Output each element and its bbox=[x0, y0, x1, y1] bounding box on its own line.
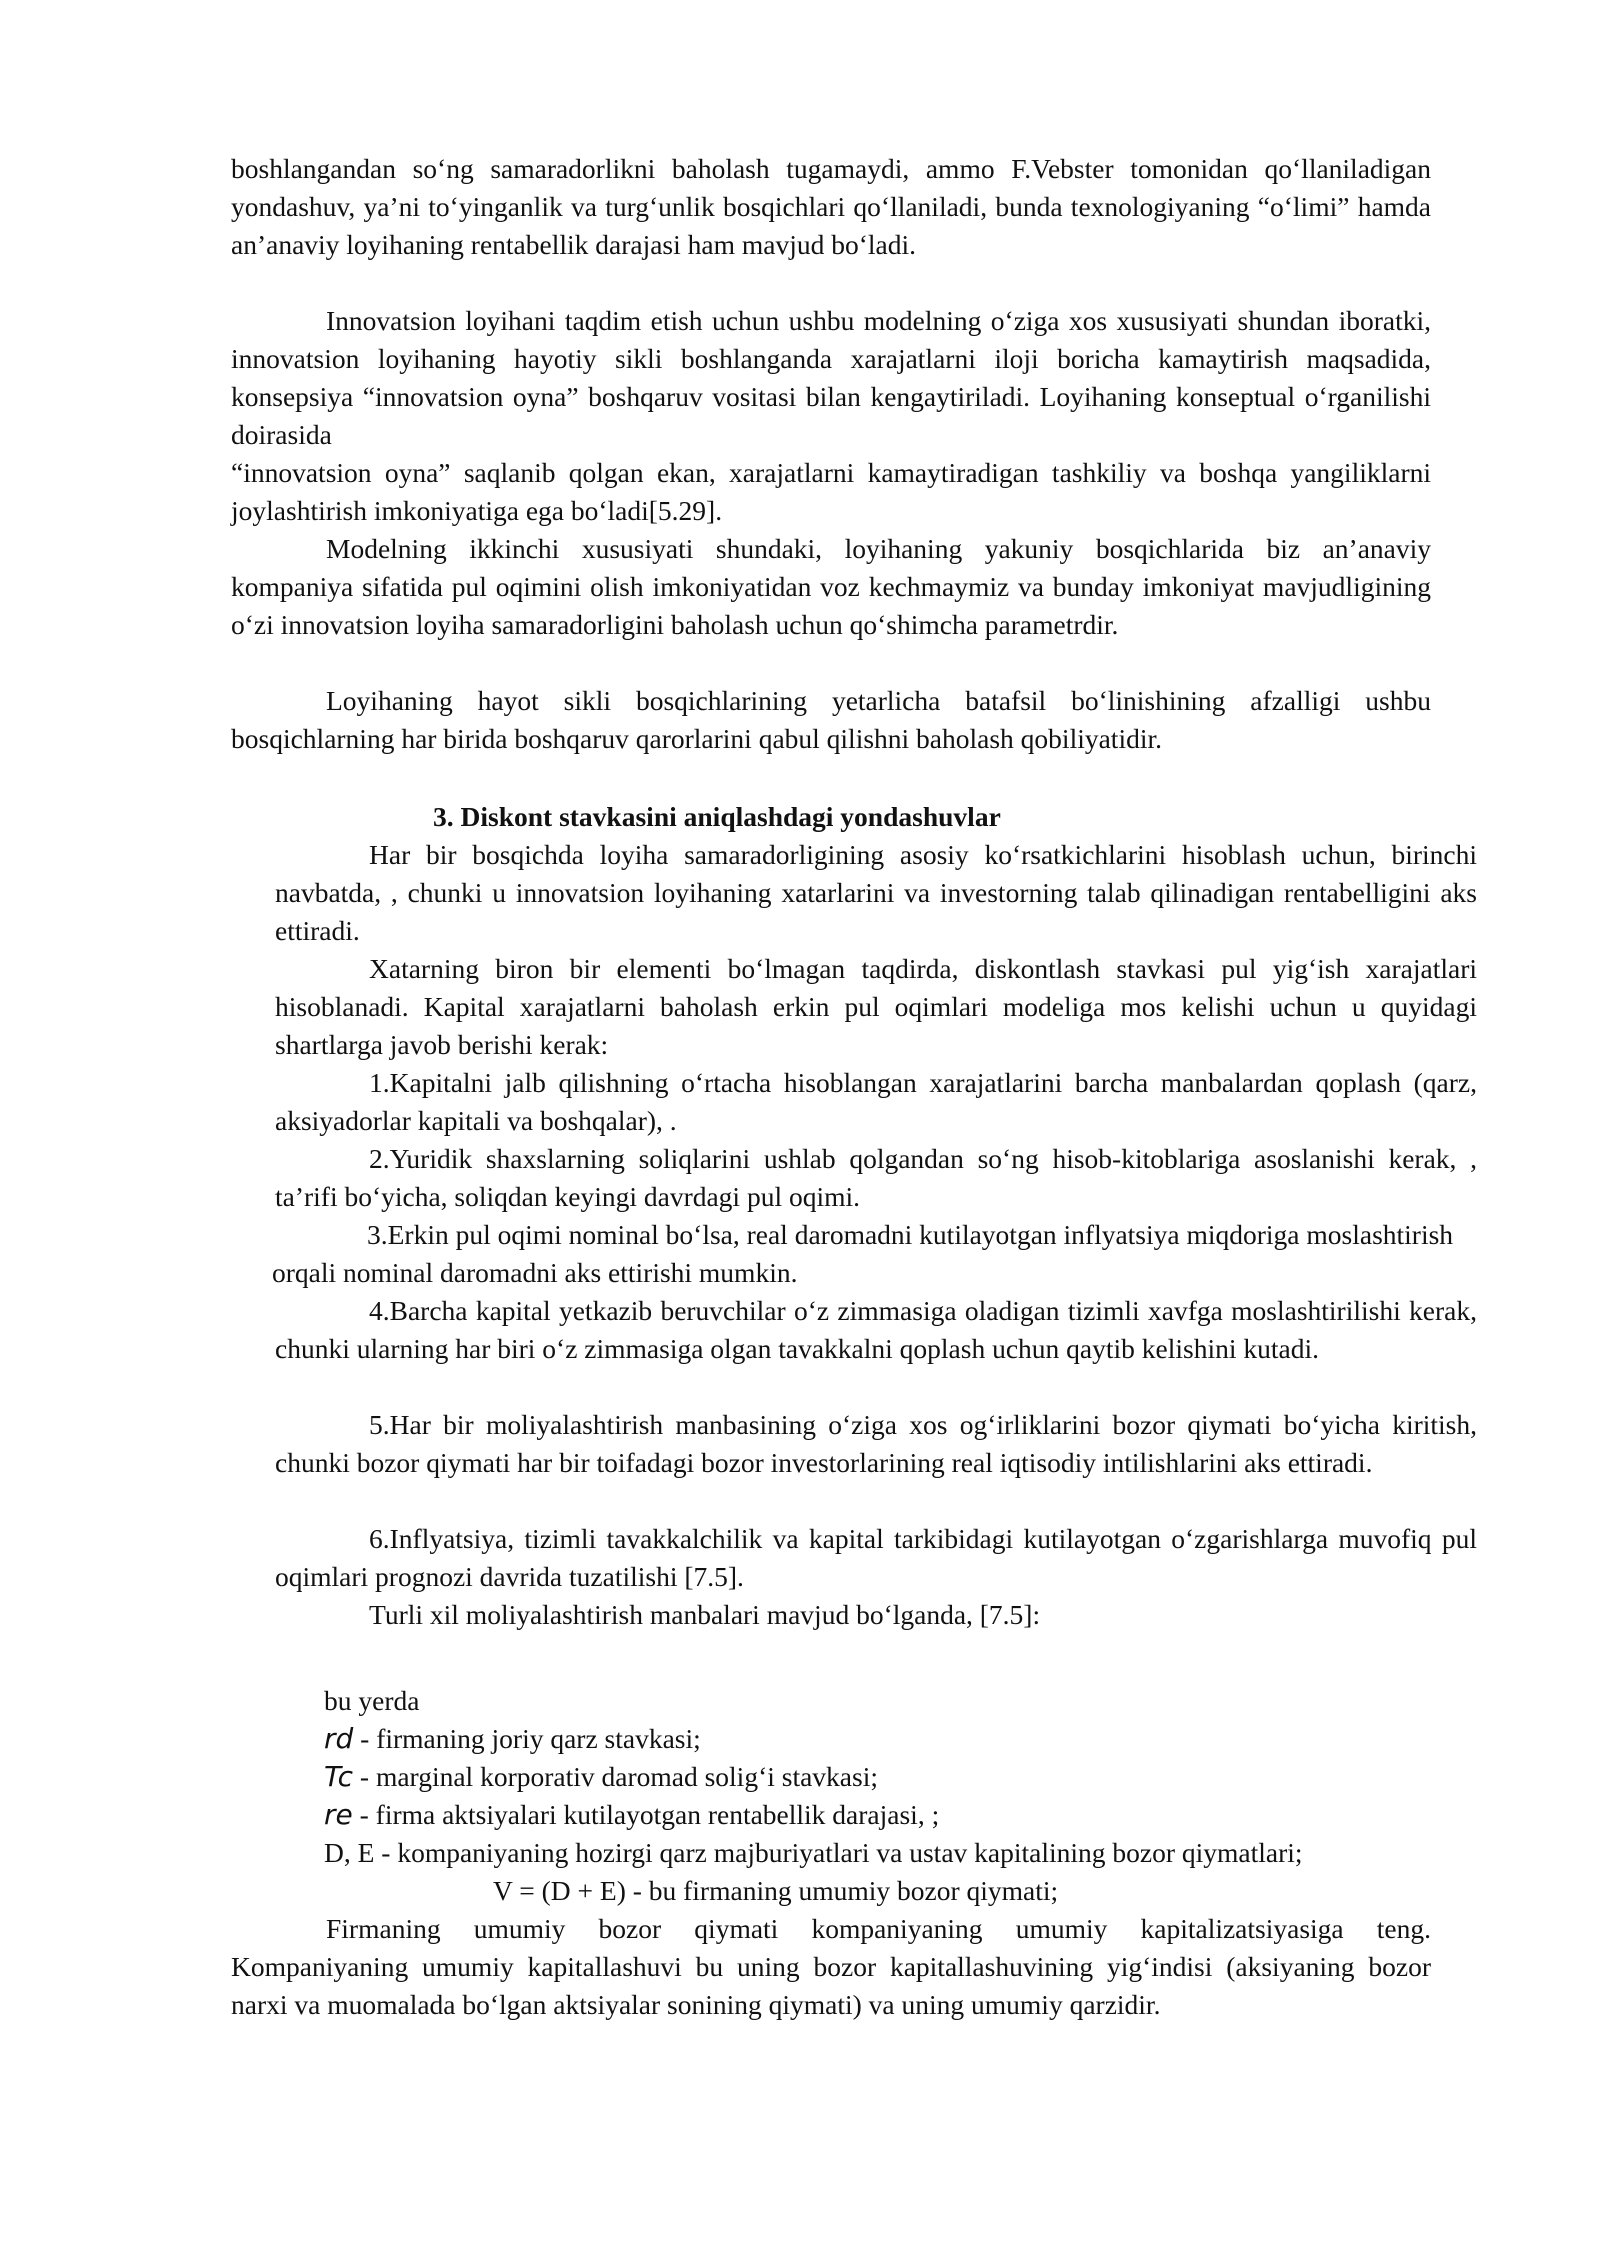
paragraph-total-capitalization: Firmaning umumiy bozor qiymati kompaniyaning umumiy kapitalizatsiyasiga teng. Kompaniyaning umumiy kapitallashuvi bu uning bozor kapitallashuvining yig‘indisi (aksiyaning bozor narxi va muomalada bo‘lgan aktsiyalar sonining qiymati) va uning umumiy qarzidir. bbox=[231, 1913, 1431, 2020]
condition-2: 2.Yuridik shaxslarning soliqlarini ushlab qolgandan so‘ng hisob-kitoblariga asoslanishi kerak, , ta’rifi bo‘yicha, soliqdan keyingi davrdagi pul oqimi. bbox=[275, 1143, 1477, 1212]
paragraph-capital-costs: Xatarning biron bir elementi bo‘lmagan taqdirda, diskontlash stavkasi pul yig‘ish xarajatlari hisoblanadi. Kapital xarajatlarni baholash erkin pul oqimlari modeliga mos kelishi uchun u quyidagi shartlarga javob berishi kerak: bbox=[275, 953, 1477, 1060]
definition-v: V = (D + E) - bu firmaning umumiy bozor qiymati; bbox=[493, 1875, 1059, 1906]
definition-re bbox=[324, 1796, 1424, 1834]
section-heading: 3. Diskont stavkasini aniqlashdagi yondashuvlar bbox=[433, 801, 1001, 832]
paragraph-innovation-window-cont: “innovatsion oyna” saqlanib qolgan ekan, xarajatlarni kamaytiradigan tashkiliy va boshqa yangiliklarni joylashtirish imkoniyatiga ega bo‘ladi[5.29]. bbox=[231, 457, 1431, 526]
symbol-rd: rd bbox=[324, 1722, 354, 1755]
definition-rd-text: - firmaning joriy qarz stavkasi; bbox=[353, 1723, 701, 1754]
condition-6: 6.Inflyatsiya, tizimli tavakkalchilik va kapital tarkibidagi kutilayotgan o‘zgarishlarga muvofiq pul oqimlari prognozi davrida tuzatilishi [7.5]. bbox=[275, 1523, 1477, 1592]
definition-re-text: - firma aktsiyalari kutilayotgan rentabellik darajasi, ; bbox=[352, 1799, 940, 1830]
paragraph-continuation: boshlangandan so‘ng samaradorlikni baholash tugamaydi, ammo F.Vebster tomonidan qo‘llaniladigan yondashuv, ya’ni to‘yinganlik va turg‘unlik bosqichlari qo‘llaniladi, bunda texnologiyaning “o‘limi” hamda an’anaviy loyihaning rentabellik darajasi ham mavjud bo‘ladi. bbox=[231, 153, 1431, 260]
definition-rd bbox=[324, 1720, 1424, 1758]
paragraph-lifecycle-advantage: Loyihaning hayot sikli bosqichlarining yetarlicha batafsil bo‘linishining afzalligi ushbu bosqichlarning har birida boshqaruv qarorlarini qabul qilishni baholash qobiliyatidir. bbox=[231, 685, 1431, 754]
condition-4: 4.Barcha kapital yetkazib beruvchilar o‘z zimmasiga oladigan tizimli xavfga moslashtirilishi kerak, chunki ularning har biri o‘z zimmasiga olgan tavakkalni qoplash uchun qaytib kelishini kutadi. bbox=[275, 1295, 1477, 1364]
definition-d-e: D, E - kompaniyaning hozirgi qarz majburiyatlari va ustav kapitalining bozor qiymatlari; bbox=[324, 1837, 1303, 1868]
condition-5: 5.Har bir moliyalashtirish manbasining o‘ziga xos og‘irliklarini bozor qiymati bo‘yicha kiritish, chunki bozor qiymati har bir toifadagi bozor investorlarining real iqtisodiy intilishlarini aks ettiradi. bbox=[275, 1409, 1477, 1478]
definitions-intro: bu yerda bbox=[324, 1685, 420, 1716]
condition-3: 3.Erkin pul oqimi nominal bo‘lsa, real daromadni kutilayotgan inflyatsiya miqdoriga moslashtirish orqali nominal daromadni aks ettirishi mumkin. bbox=[272, 1219, 1454, 1288]
paragraph-second-feature: Modelning ikkinchi xususiyati shundaki, loyihaning yakuniy bosqichlarida biz an’anaviy kompaniya sifatida pul oqimini olish imkoniyatidan voz kechmaymiz va bunday imkoniyat mavjudligining o‘zi innovatsion loyiha samaradorligini baholash uchun qo‘shimcha parametrdir. bbox=[231, 533, 1431, 640]
definition-tc-text: - marginal korporativ daromad solig‘i stavkasi; bbox=[353, 1761, 878, 1792]
symbol-tc: Tc bbox=[324, 1760, 354, 1793]
paragraph-financing-sources: Turli xil moliyalashtirish manbalari mavjud bo‘lganda, [7.5]: bbox=[369, 1599, 1041, 1630]
paragraph-innovation-window: Innovatsion loyihani taqdim etish uchun ushbu modelning o‘ziga xos xususiyati shundan iboratki, innovatsion loyihaning hayotiy sikli boshlanganda xarajatlarni iloji boricha kamaytirish maqsadida, konsepsiya “innovatsion oyna” boshqaruv vositasi bilan kengaytiriladi. Loyihaning konseptual o‘rganilishi doirasida bbox=[231, 305, 1431, 450]
symbol-re: re bbox=[324, 1798, 353, 1831]
condition-1: 1.Kapitalni jalb qilishning o‘rtacha hisoblangan xarajatlarini barcha manbalardan qoplash (qarz, aksiyadorlar kapitali va boshqalar), . bbox=[275, 1067, 1477, 1136]
paragraph-discount-rate: Har bir bosqichda loyiha samaradorligining asosiy ko‘rsatkichlarini hisoblash uchun, birinchi navbatda, , chunki u innovatsion loyihaning xatarlarini va investorning talab qilinadigan rentabelligini aks ettiradi. bbox=[275, 839, 1477, 946]
definition-tc bbox=[324, 1758, 1424, 1796]
